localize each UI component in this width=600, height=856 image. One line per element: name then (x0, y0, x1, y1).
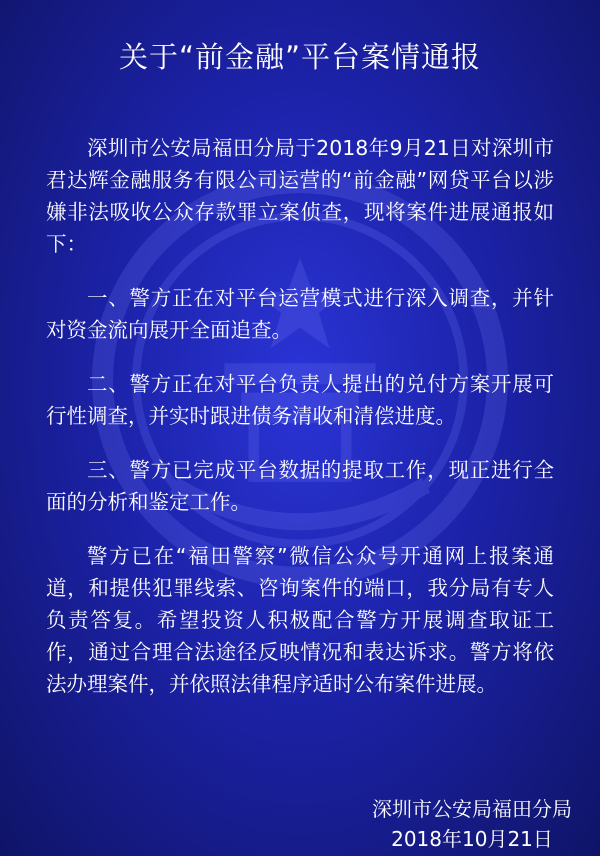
paragraph-intro: 深圳市公安局福田分局于2018年9月21日对深圳市君达辉金融服务有限公司运营的“前金融”网贷平台以涉嫌非法吸收公众存款罪立案侦查，现将案件进展通报如下： (46, 136, 554, 256)
paragraph-item-1: 一、警方正在对平台运营模式进行深入调查，并针对资金流向展开全面追查。 (46, 286, 554, 342)
paragraph-closing: 警方已在“福田警察”微信公众号开通网上报案通道，和提供犯罪线索、咨询案件的端口，我分局有专人负责答复。希望投资人积极配合警方开展调查取证工作，通过合理合法途径反映情况和表达诉求。警方将依法办理案件，并依照法律程序适时公布案件进展。 (46, 544, 554, 696)
signature-date: 2018年10月21日 (391, 827, 553, 851)
notice-body (46, 132, 554, 722)
page-title: 关于“前金融”平台案情通报 (118, 40, 482, 74)
signature-block (372, 794, 572, 854)
paragraph-item-2: 二、警方正在对平台负责人提出的兑付方案开展可行性调查，并实时跟进债务清收和清偿进度。 (46, 372, 554, 428)
signature-org: 深圳市公安局福田分局 (372, 797, 572, 821)
paragraph-item-3: 三、警方已完成平台数据的提取工作，现正进行全面的分析和鉴定工作。 (46, 458, 554, 514)
